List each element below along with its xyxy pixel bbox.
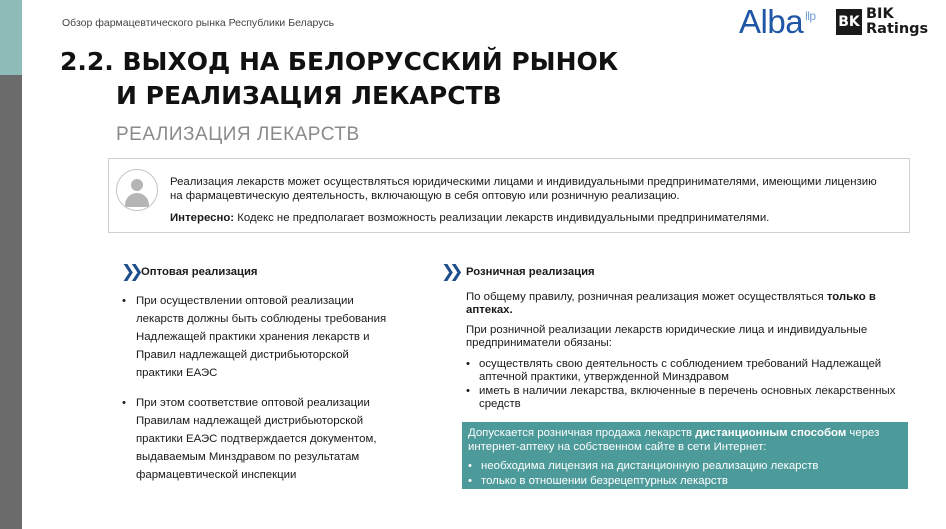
section-subtitle: РЕАЛИЗАЦИЯ ЛЕКАРСТВ (116, 124, 360, 145)
info-callout-box (108, 158, 910, 233)
retail-p1-text: По общему правилу, розничная реализация может осуществляться (466, 291, 827, 303)
alba-logo-suffix: llp (805, 9, 816, 23)
bik-logo-line2: Ratings (866, 21, 929, 37)
bullet-mark: • (468, 460, 472, 472)
bullet-mark: • (466, 385, 470, 397)
wholesale-item-2: При этом соответствие оптовой реализации Правилам надлежащей дистрибьюторской практики ЕАЭС подтверждается документом, выдаваемым Минздравом по результатам фармацевтической инспекции (136, 397, 377, 481)
remote-sales-box (462, 422, 908, 489)
info-interesting-label: Интересно: (170, 212, 235, 224)
person-icon (116, 169, 158, 211)
wholesale-item-1: При осуществлении оптовой реализации лекарств должны быть соблюдены требования Надлежащей практики хранения лекарств и Правил надлежащей дистрибьюторской практики ЕАЭС (136, 295, 387, 379)
alba-logo (739, 3, 816, 41)
remote-item-2: только в отношении безрецептурных лекарств (481, 475, 728, 487)
remote-bold: дистанционным способом (695, 427, 847, 439)
double-chevron-right-icon: ❯❯ (121, 262, 138, 282)
alba-logo-text: Alba (739, 3, 804, 40)
info-interesting-text: Кодекс не предполагает возможность реализации лекарств индивидуальными предпринимателями. (234, 212, 770, 224)
info-interesting-note (170, 211, 890, 225)
retail-paragraph-1 (466, 291, 906, 317)
bik-logo-text (866, 7, 928, 37)
remote-text-2: через интернет-аптеку на собственном сайте в сети Интернет: (468, 427, 880, 453)
info-paragraph: Реализация лекарств может осуществляться юридическими лицами и индивидуальными предпринимателями, имеющими лицензию на фармацевтическую деятельность, включающую в себя оптовую или розничную реализацию. (170, 176, 877, 202)
bullet-mark: • (122, 397, 126, 409)
page-title-line1: 2.2. ВЫХОД НА БЕЛОРУССКИЙ РЫНОК (60, 47, 619, 76)
remote-item-1: необходима лицензия на дистанционную реализацию лекарств (481, 460, 819, 472)
wholesale-title: Оптовая реализация (141, 266, 258, 278)
document-header: Обзор фармацевтического рынка Республики Беларусь (62, 17, 335, 29)
remote-sales-paragraph (468, 427, 898, 454)
retail-paragraph-2: При розничной реализации лекарств юридические лица и индивидуальные предприниматели обязаны: (466, 324, 868, 349)
retail-title: Розничная реализация (466, 266, 595, 278)
page-title-line2: И РЕАЛИЗАЦИЯ ЛЕКАРСТВ (116, 81, 502, 110)
retail-p1-bold: только в аптеках. (466, 291, 876, 316)
bullet-mark: • (468, 475, 472, 487)
bullet-mark: • (122, 295, 126, 307)
double-chevron-right-icon: ❯❯ (441, 262, 458, 282)
remote-text-1: Допускается розничная продажа лекарств (468, 427, 696, 439)
retail-item-1: осуществлять свою деятельность с соблюдением требований Надлежащей аптечной практики, утвержденной Минздравом (479, 358, 882, 383)
side-accent-bar-bottom (0, 75, 22, 529)
bik-logo-mark: BK (836, 9, 862, 35)
retail-item-2: иметь в наличии лекарства, включенные в перечень основных лекарственных средств (479, 385, 896, 410)
bik-logo-line1: BIK (866, 6, 894, 22)
bullet-mark: • (466, 358, 470, 370)
side-accent-bar-top (0, 0, 22, 75)
